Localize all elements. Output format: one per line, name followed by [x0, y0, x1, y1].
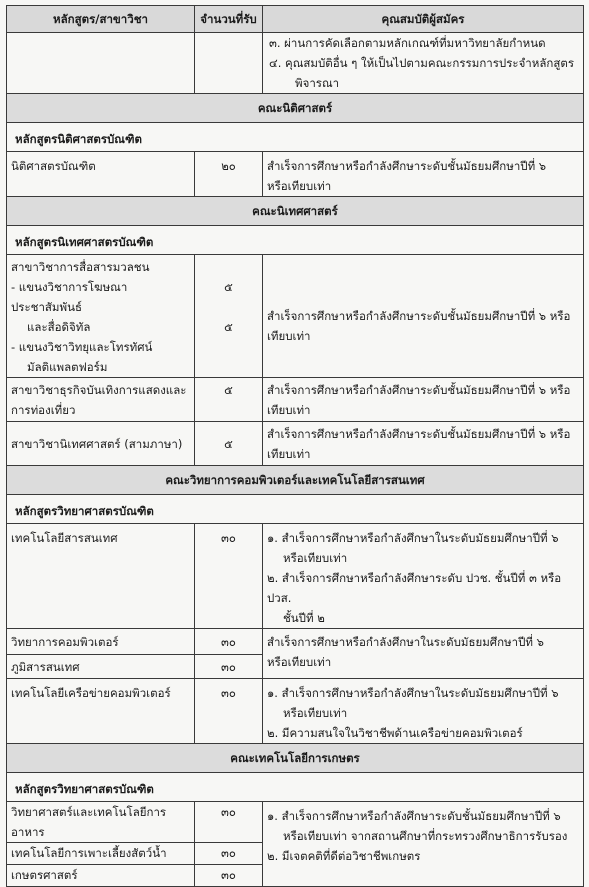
faculty-title: คณะเทคโนโลยีการเกษตร [7, 744, 584, 773]
table-header-row [7, 6, 584, 33]
quota-value: ๓๐ [195, 802, 263, 843]
qualification-text: สำเร็จการศึกษาหรือกำลังศึกษาระดับชั้นมัธยมศึกษาปีที่ ๖ หรือ เทียบเท่า [263, 378, 584, 422]
faculty-title: คณะวิทยาการคอมพิวเตอร์และเทคโนโลยีสารสนเทศ [7, 466, 584, 495]
continuation-row [7, 33, 584, 94]
table-row [7, 524, 584, 629]
quota-value: ๓๐ [195, 629, 263, 655]
program-row-law [7, 123, 584, 152]
program-title: หลักสูตรนิเทศศาสตรบัณฑิต [7, 226, 584, 255]
header-program: หลักสูตร/สาขาวิชา [7, 6, 195, 33]
table-row [7, 629, 584, 655]
quota-value: ๒๐ [195, 152, 263, 197]
quota-value: ๕ [195, 422, 263, 466]
faculty-row-agri [7, 744, 584, 773]
program-name: เทคโนโลยีสารสนเทศ [7, 524, 195, 629]
table-row [7, 679, 584, 744]
program-name: วิทยาศาสตร์และเทคโนโลยีการอาหาร [7, 802, 195, 843]
program-name: สาขาวิชาการสื่อสารมวลชน - แขนงวิชาการโฆษณาประชาสัมพันธ์ และสื่อดิจิทัล - แขนงวิชาวิทยุและโทรทัศน์ มัลติแพลตฟอร์ม [7, 255, 195, 378]
header-quota: จำนวนที่รับ [195, 6, 263, 33]
qualification-text: สำเร็จการศึกษาหรือกำลังศึกษาระดับชั้นมัธยมศึกษาปีที่ ๖ หรือเทียบเท่า [263, 152, 584, 197]
table-row [7, 378, 584, 422]
qualification-text: สำเร็จการศึกษาหรือกำลังศึกษาระดับชั้นมัธยมศึกษาปีที่ ๖ หรือ เทียบเท่า [263, 422, 584, 466]
faculty-row-cs [7, 466, 584, 495]
header-qualifications: คุณสมบัติผู้สมัคร [263, 6, 584, 33]
program-name: สาขาวิชาธุรกิจบันเทิงการแสดงและ การท่องเที่ยว [7, 378, 195, 422]
table-row [7, 152, 584, 197]
program-name: สาขาวิชานิเทศศาสตร์ (สามภาษา) [7, 422, 195, 466]
faculty-row-comm [7, 197, 584, 226]
quota-value: ๕ ๕ [195, 255, 263, 378]
quota-value: ๓๐ [195, 843, 263, 865]
qualification-text: ๑. สำเร็จการศึกษาหรือกำลังศึกษาในระดับมัธยมศึกษาปีที่ ๖ หรือเทียบเท่า ๒. มีความสนใจในวิชาชีพด้านเครือข่ายคอมพิวเตอร์ [263, 679, 584, 744]
quota-value: ๓๐ [195, 865, 263, 887]
continuation-qualifications: ๓. ผ่านการคัดเลือกตามหลักเกณฑ์ที่มหาวิทยาลัยกำหนด ๔. คุณสมบัติอื่น ๆ ให้เป็นไปตามคณะกรรมการประจำหลักสูตร พิจารณา [263, 33, 584, 94]
program-title: หลักสูตรวิทยาศาสตรบัณฑิต [7, 773, 584, 802]
program-name: วิทยาการคอมพิวเตอร์ [7, 629, 195, 655]
quota-value: ๓๐ [195, 524, 263, 629]
qualification-text: ๑. สำเร็จการศึกษาหรือกำลังศึกษาในระดับมัธยมศึกษาปีที่ ๖ หรือเทียบเท่า ๒. สำเร็จการศึกษาหรือกำลังศึกษาระดับ ปวช. ชั้นปีที่ ๓ หรือ ปวส. ชั้นปีที่ ๒ [263, 524, 584, 629]
admission-table [6, 5, 584, 887]
quota-value: ๕ [195, 378, 263, 422]
program-name: เทคโนโลยีการเพาะเลี้ยงสัตว์น้ำ [7, 843, 195, 865]
program-title: หลักสูตรวิทยาศาสตรบัณฑิต [7, 495, 584, 524]
quota-value: ๓๐ [195, 679, 263, 744]
qualification-text: สำเร็จการศึกษาหรือกำลังศึกษาในระดับมัธยมศึกษาปีที่ ๖ หรือเทียบเท่า [263, 629, 584, 679]
faculty-title: คณะนิติศาสตร์ [7, 94, 584, 123]
faculty-row-law [7, 94, 584, 123]
table-row [7, 802, 584, 843]
table-row [7, 422, 584, 466]
table-row [7, 255, 584, 378]
qualification-text: สำเร็จการศึกษาหรือกำลังศึกษาระดับชั้นมัธยมศึกษาปีที่ ๖ หรือ เทียบเท่า [263, 255, 584, 378]
faculty-title: คณะนิเทศศาสตร์ [7, 197, 584, 226]
qualification-text: ๑. สำเร็จการศึกษาหรือกำลังศึกษาระดับชั้นมัธยมศึกษาปีที่ ๖ หรือเทียบเท่า จากสถานศึกษาที่กระทรวงศึกษาธิการรับรอง ๒. มีเจตคติที่ดีต่อวิชาชีพเกษตร [263, 802, 584, 887]
program-row-cs [7, 495, 584, 524]
program-row-comm [7, 226, 584, 255]
quota-value: ๓๐ [195, 655, 263, 679]
program-row-agri [7, 773, 584, 802]
program-name: เกษตรศาสตร์ [7, 865, 195, 887]
program-title: หลักสูตรนิติศาสตรบัณฑิต [7, 123, 584, 152]
program-name: ภูมิสารสนเทศ [7, 655, 195, 679]
program-name: เทคโนโลยีเครือข่ายคอมพิวเตอร์ [7, 679, 195, 744]
program-name: นิติศาสตรบัณฑิต [7, 152, 195, 197]
